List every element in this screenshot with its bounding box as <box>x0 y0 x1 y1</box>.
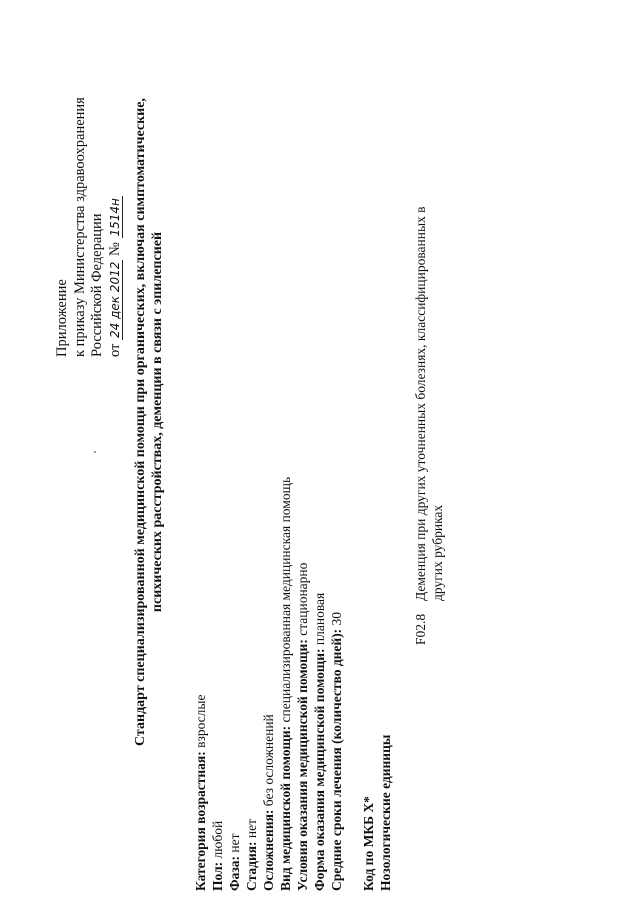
param-row <box>328 477 345 891</box>
param-label: Условия оказания медицинской помощи: <box>295 639 310 891</box>
icd-section <box>360 735 394 891</box>
handwritten-number: 1514н <box>107 198 122 237</box>
appendix-date-line <box>107 97 125 357</box>
param-label: Осложнения: <box>261 809 276 891</box>
param-row <box>311 477 328 891</box>
icd-description: Деменция при других уточненных болезнях, классифицированных в других рубриках <box>413 206 445 601</box>
handwritten-date: 24 дек 2012 <box>107 261 122 338</box>
param-label: Стадия: <box>244 841 259 891</box>
param-row <box>209 477 226 891</box>
param-row <box>226 477 243 891</box>
param-row <box>192 477 209 891</box>
param-label: Средние сроки лечения (количество дней): <box>329 628 344 891</box>
param-label: Фаза: <box>227 855 242 891</box>
param-value: нет <box>227 833 242 853</box>
param-value: любой <box>210 820 225 859</box>
param-row <box>243 477 260 891</box>
appendix-federation: Российской Федерации <box>89 213 105 357</box>
param-label: Вид медицинской помощи: <box>278 725 293 891</box>
icd-code: F02.8 <box>413 613 428 645</box>
param-row <box>294 477 311 891</box>
param-value: специализированная медицинская помощь <box>278 476 293 723</box>
param-value: без осложнений <box>261 714 276 807</box>
nosology-entry <box>412 181 446 645</box>
nosology-units-label: Нозологические единицы <box>378 734 393 891</box>
param-label: Форма оказания медицинской помощи: <box>312 648 327 891</box>
param-label: Пол: <box>210 861 225 891</box>
param-value: взрослые <box>193 694 208 748</box>
number-prefix: № <box>106 242 123 256</box>
parameters-list <box>192 477 345 891</box>
appendix-title: Приложение <box>54 279 70 357</box>
param-row <box>277 477 294 891</box>
param-value: 30 <box>329 611 344 626</box>
param-row <box>260 477 277 891</box>
appendix-header <box>54 97 124 357</box>
icd-code-label: Код по МКБ X* <box>361 796 376 891</box>
standard-title: Стандарт специализированной медицинской помощи при органических, включая симптоматические, психических расстройствах, деменции в связи с эпилепсией <box>133 98 165 746</box>
date-prefix: от <box>106 343 123 357</box>
param-label: Категория возрастная: <box>193 751 208 891</box>
param-value: плановая <box>312 592 327 646</box>
scan-speck <box>94 451 96 453</box>
param-value: стационарно <box>295 562 310 636</box>
param-value: нет <box>244 818 259 839</box>
appendix-order-ref: к приказу Министерства здравоохранения <box>71 97 88 357</box>
